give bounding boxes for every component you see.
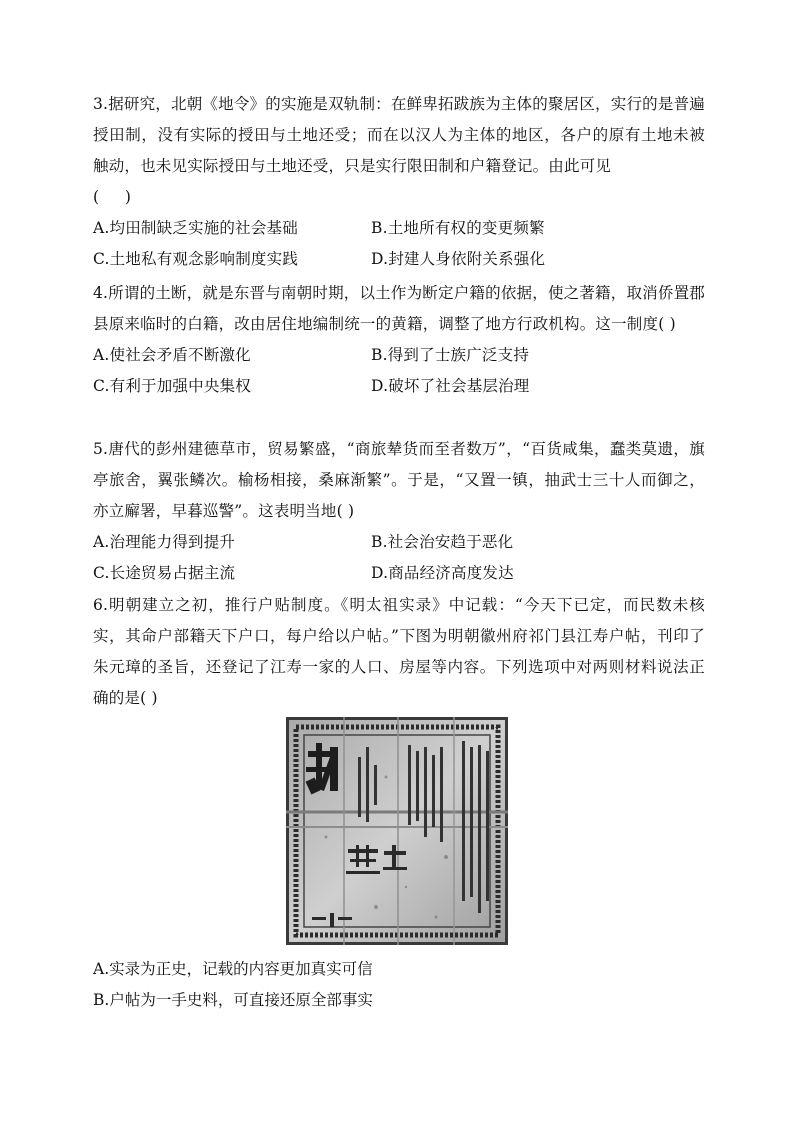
question-6-option-b[interactable]: B.户帖为一手史料，可直接还原全部事实 (93, 991, 373, 1009)
question-4-option-c[interactable]: C.有利于加强中央集权 (93, 377, 251, 395)
question-3-option-b[interactable]: B.土地所有权的变更频繁 (371, 219, 545, 237)
question-5 (93, 434, 705, 589)
question-3-option-c[interactable]: C.土地私有观念影响制度实践 (93, 250, 299, 268)
question-3-stem: 3.据研究，北朝《地令》的实施是双轨制：在鲜卑拓跋族为主体的聚居区，实行的是普遍授田制，没有实际的授田与土地还受；而在以汉人为主体的地区，各户的原有土地未被触动，也未见实际授田与土地还受，只是实行限田制和户籍登记。由此可见 (93, 95, 705, 175)
question-4-option-b[interactable]: B.得到了士族广泛支持 (371, 346, 530, 364)
question-5-options-row-1 (93, 527, 705, 558)
question-5-options-row-2 (93, 558, 705, 589)
question-3-option-d[interactable]: D.封建人身依附关系强化 (371, 250, 546, 268)
question-3-blank: ( ) (93, 188, 132, 206)
question-3-options-row-1 (93, 213, 705, 244)
question-4-options-row-2 (93, 371, 705, 402)
question-3-option-a[interactable]: A.均田制缺乏实施的社会基础 (93, 219, 298, 237)
question-6 (93, 590, 705, 714)
question-4-stem: 4.所谓的土断，就是东晋与南朝时期，以土作为断定户籍的依据，使之著籍，取消侨置郡县原来临时的白籍，改由居住地编制统一的黄籍，调整了地方行政机构。这一制度( ) (93, 284, 705, 333)
question-4 (93, 278, 705, 402)
question-6-stem: 6.明朝建立之初，推行户贴制度。《明太祖实录》中记载：“今天下已定，而民数未核实，其命户部籍天下户口，每户给以户帖。”下图为明朝徽州府祁门县江寿户帖，刊印了朱元璋的圣旨，还登记了江寿一家的人口、房屋等内容。下列选项中对两则材料说法正确的是( ) (93, 596, 705, 707)
question-4-options-row-1 (93, 340, 705, 371)
question-4-option-d[interactable]: D.破坏了社会基层治理 (371, 377, 530, 395)
question-6-option-a[interactable]: A.实录为正史，记载的内容更加真实可信 (93, 960, 373, 978)
question-5-option-d[interactable]: D.商品经济高度发达 (371, 564, 514, 582)
question-5-option-c[interactable]: C.长途贸易占据主流 (93, 564, 236, 582)
question-5-option-a[interactable]: A.治理能力得到提升 (93, 533, 236, 551)
question-5-option-b[interactable]: B.社会治安趋于恶化 (371, 533, 514, 551)
question-5-stem: 5.唐代的彭州建德草市，贸易繁盛，“商旅辇货而至者数万”，“百货咸集，蠢类莫遗，旗亭旅舍，翼张鳞次。榆杨相接，桑麻渐繁”。于是，“又置一镇，抽武士三十人而御之，亦立廨署，早暮巡警”。这表明当地( ) (93, 440, 705, 520)
question-4-option-a[interactable]: A.使社会矛盾不断激化 (93, 346, 251, 364)
household-register-drawing (286, 717, 508, 945)
question-3-options-row-2 (93, 244, 705, 275)
household-register-image (286, 717, 508, 945)
question-3 (93, 89, 705, 275)
